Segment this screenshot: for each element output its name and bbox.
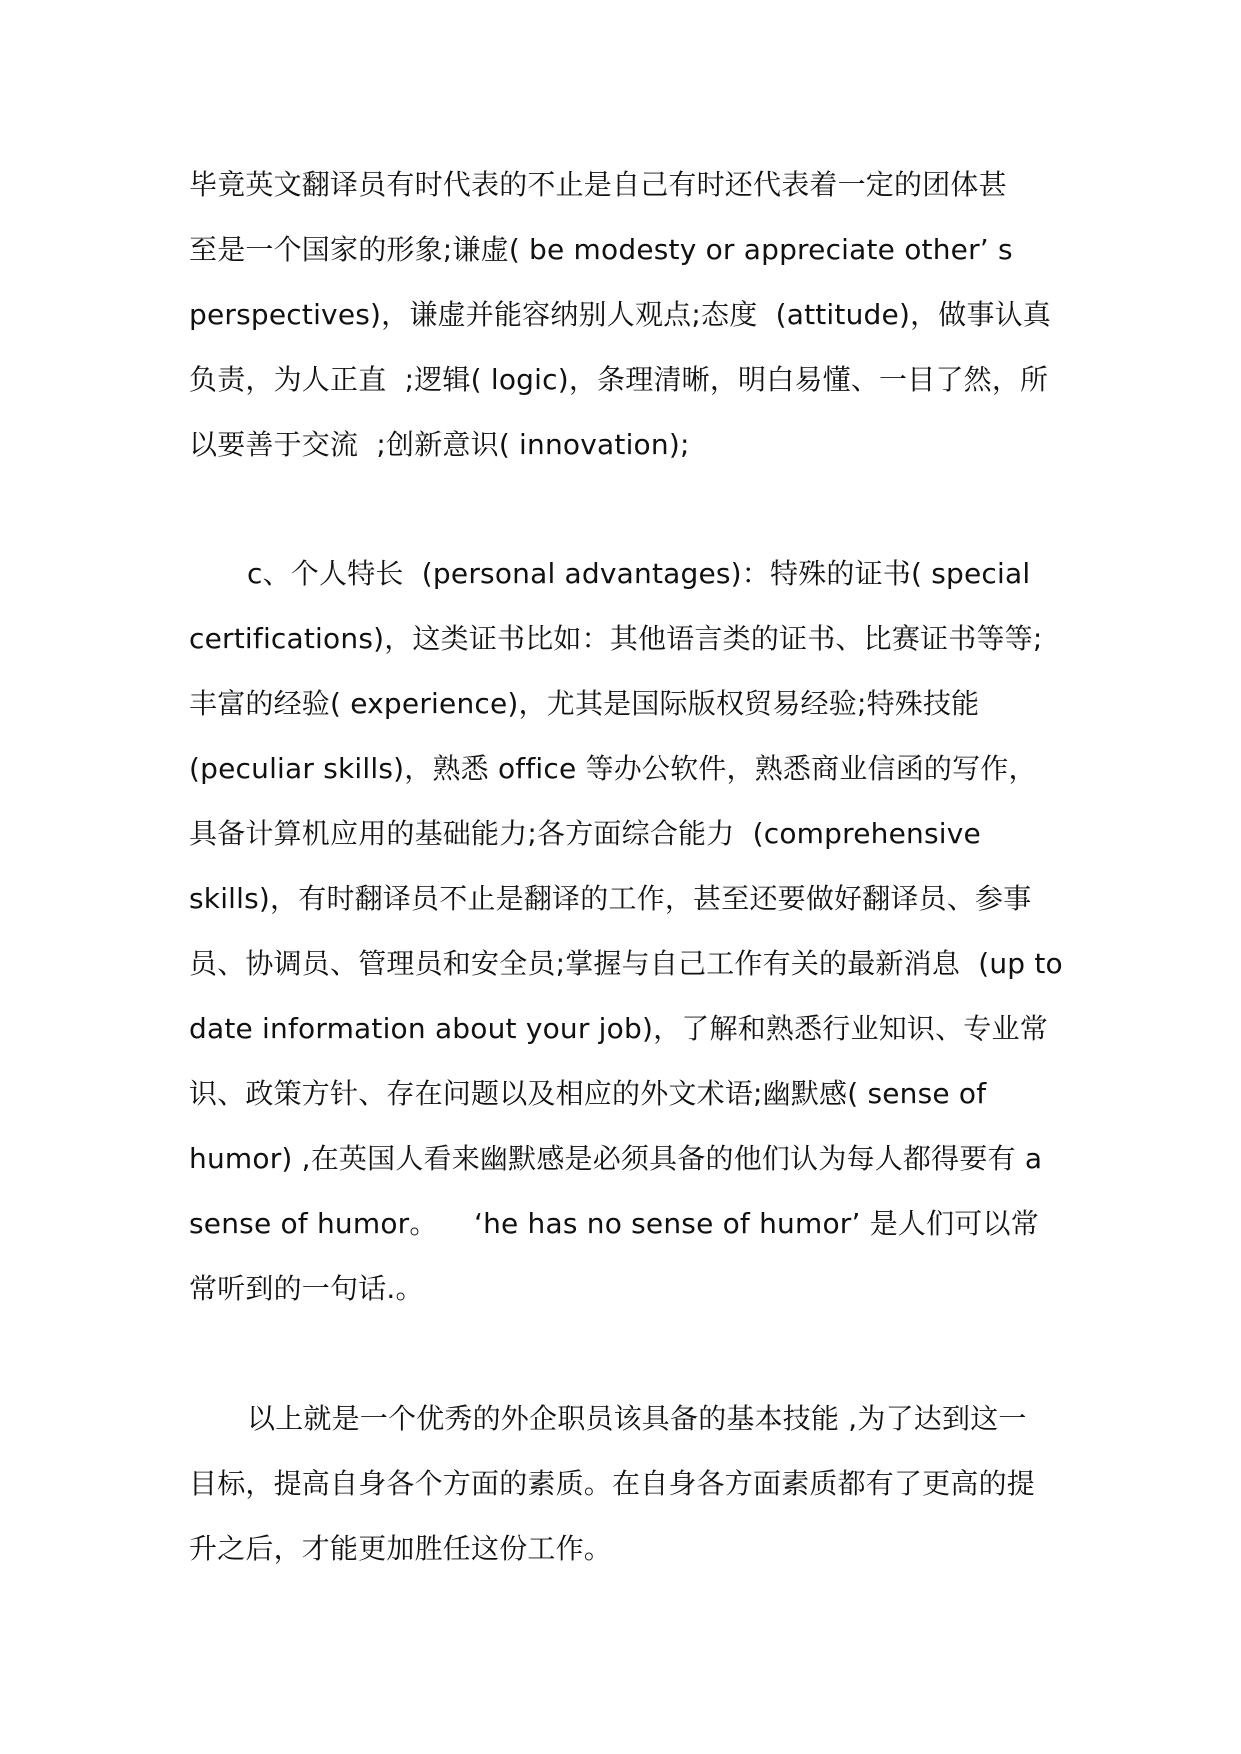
paragraph-line: 丰富的经验( experience)，尤其是国际版权贸易经验;特殊技能 [189,687,980,720]
paragraph-line: sense of humor。 ‘he has no sense of humor’ 是人们可以常 [189,1207,1039,1240]
paragraph-3 [189,1386,1061,1581]
paragraph-line: 以上就是一个优秀的外企职员该具备的基本技能 ,为了达到这一 [247,1402,1027,1435]
paragraph-line: certifications)，这类证书比如：其他语言类的证书、比赛证书等等; [189,622,1043,655]
paragraph-2 [189,541,1061,1321]
paragraph-line: 以要善于交流 ;创新意识( innovation); [189,428,690,461]
paragraph-line: 至是一个国家的形象;谦虚( be modesty or appreciate other’ s [189,233,1013,266]
paragraph-line: date information about your job)，了解和熟悉行业知识、专业常 [189,1012,1048,1045]
paragraph-line: c、个人特长 (personal advantages)：特殊的证书( special [247,557,1031,590]
paragraph-line: perspectives)，谦虚并能容纳别人观点;态度 (attitude)，做事认真 [189,298,1052,331]
paragraph-line: (peculiar skills)，熟悉 office 等办公软件，熟悉商业信函的写作， [189,752,1037,785]
paragraph-line: humor) ,在英国人看来幽默感是必须具备的他们认为每人都得要有 a [189,1142,1043,1175]
paragraph-line: 员、协调员、管理员和安全员;掌握与自己工作有关的最新消息 (up to [189,947,1063,980]
paragraph-line: 识、政策方针、存在问题以及相应的外文术语;幽默感( sense of [189,1077,987,1110]
paragraph-line: 常听到的一句话.。 [189,1272,424,1305]
paragraph-line: 升之后，才能更加胜任这份工作。 [189,1532,613,1565]
paragraph-line: 具备计算机应用的基础能力;各方面综合能力 (comprehensive [189,817,981,850]
paragraph-line: 目标，提高自身各个方面的素质。在自身各方面素质都有了更高的提 [189,1467,1036,1500]
paragraph-line: 毕竟英文翻译员有时代表的不止是自己有时还代表着一定的团体甚 [189,168,1007,201]
paragraph-line: 负责，为人正直 ;逻辑( logic)，条理清晰，明白易懂、一目了然，所 [189,363,1049,396]
paragraph-1 [189,152,1061,477]
paragraph-line: skills)，有时翻译员不止是翻译的工作，甚至还要做好翻译员、参事 [189,882,1032,915]
